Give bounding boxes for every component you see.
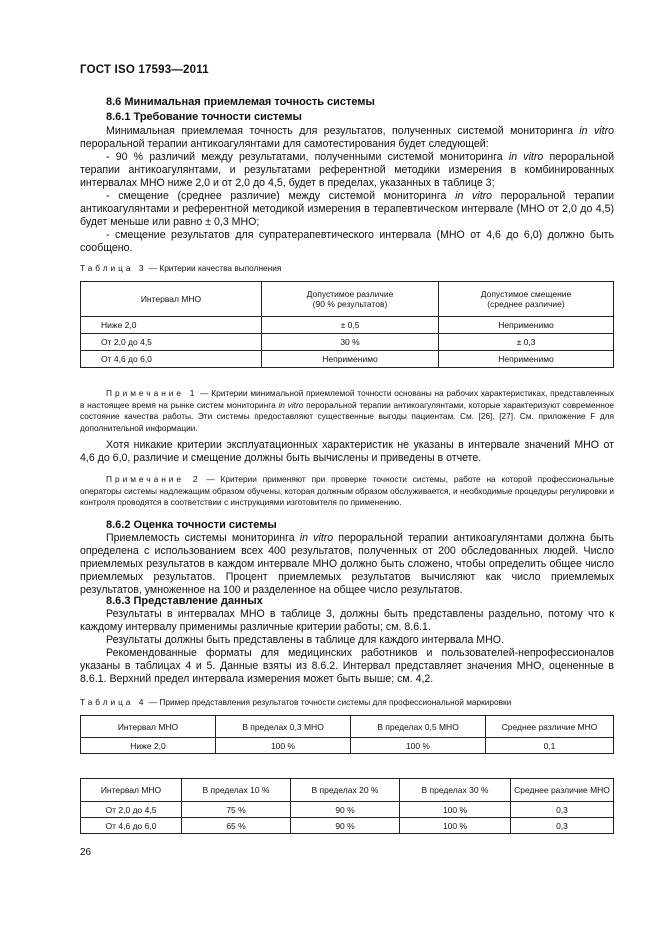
bullet-1: - 90 % различий между результатами, полученными системой мониторинга in vitro пероральной терапии антикоагулянтами, и результатами референтной методики измерения в комбинированных интервалах МНО ниже 2,0 и от 2,0 до 4,5, будет в пределах, указанных в таблице 3; bbox=[80, 151, 615, 189]
table-4a bbox=[80, 715, 614, 754]
table-3-caption: Таблица 3 — Критерии качества выполнения bbox=[80, 263, 282, 273]
page-number: 26 bbox=[80, 847, 92, 858]
table-header-row: Интервал МНО В пределах 0,3 МНО В пределах 0,5 МНО Среднее различие МНО bbox=[81, 716, 614, 738]
table-row: От 2,0 до 4,5 75 % 90 % 100 % 0,3 bbox=[81, 802, 614, 818]
table-row: От 2,0 до 4,5 30 % ± 0,3 bbox=[81, 334, 614, 351]
table-row: Ниже 2,0 ± 0,5 Неприменимо bbox=[81, 317, 614, 334]
section-8-6-1-body bbox=[80, 125, 614, 255]
note-1: Примечание 1 — Критерии минимальной приемлемой точности основаны на рабочих характеристиках, представленных в настоящее время на рынке систем мониторинга in vitro пероральной терапии антикоагулянтами, которые характеризуют современное состояние качества работы. Эти системы предоставляют существенные выгоды пациентам. См. [26], [27]. См. приложение F для дополнительной информации. bbox=[80, 388, 614, 433]
table-row: Ниже 2,0 100 % 100 % 0,1 bbox=[81, 738, 614, 754]
table-row: От 4,6 до 6,0 65 % 90 % 100 % 0,3 bbox=[81, 818, 614, 834]
table-3 bbox=[80, 281, 614, 368]
paragraph: Минимальная приемлемая точность для результатов, полученных системой мониторинга in vitro пероральной терапии антикоагулянтами для самотестирования будет следующей: bbox=[80, 125, 614, 150]
table-4-caption: Таблица 4 — Пример представления результатов точности системы для профессиональной маркировки bbox=[80, 697, 512, 707]
table-4b bbox=[80, 778, 614, 834]
section-8-6-title: 8.6 Минимальная приемлемая точность системы bbox=[106, 96, 375, 108]
note-2: Примечание 2 — Критерии применяют при проверке точности системы, работе на которой профессиональные операторы системы надлежащим образом обучены, которая должным образом обслуживается, и необходимые процедуры регулировки и контроля проводятся в соответствии с инструкциями изготовителя по применению. bbox=[80, 474, 614, 507]
bullet-3: - смещение результатов для супратерапевтического интервала (МНО от 4,6 до 6,0) должно быть сообщено. bbox=[80, 229, 614, 254]
document-header: ГОСТ ISO 17593—2011 bbox=[80, 64, 209, 76]
section-8-6-3-body: Результаты в интервалах МНО в таблице 3, должны быть представлены раздельно, потому что к каждому интервалу применимы различные критерии работы; см. 8.6.1. Результаты должны быть представлены в таблице для каждого интервала МНО. Рекомендованные форматы для медицинских работников и пользователей-непрофессионалов указаны в таблицах 4 и 5. Данные взяты из 8.6.2. Интервал представляет значения МНО, оцененные в 8.6.1. Верхний предел интервала измерения может быть выше; см. 4,2. bbox=[80, 608, 614, 685]
section-8-6-2-title: 8.6.2 Оценка точности системы bbox=[106, 519, 277, 531]
section-8-6-1-title: 8.6.1 Требование точности системы bbox=[106, 111, 302, 123]
table-header-cell: Интервал МНО bbox=[81, 282, 262, 317]
section-8-6-2-body: Приемлемость системы мониторинга in vitro пероральной терапии антикоагулянтами должна быть определена с использованием всех 400 результатов, полученных от 200 обследованных людей. Число приемлемых результатов в каждом интервале МНО должно быть сложено, чтобы определить общее число приемлемых результатов. Процент приемлемых результатов вычисляют как число приемлемых результатов, умноженное на 100 и разделенное на общее число результатов. bbox=[80, 532, 614, 596]
paragraph-2: Хотя никакие критерии эксплуатационных характеристик не указаны в интервале значений МНО от 4,6 до 6,0, различие и смещение должны быть вычислены и приведены в отчете. bbox=[80, 439, 614, 464]
table-header-cell: Допустимое смещение (среднее различие) bbox=[439, 282, 614, 317]
table-row: От 4,6 до 6,0 Неприменимо Неприменимо bbox=[81, 351, 614, 368]
table-header-cell: Допустимое различие (90 % результатов) bbox=[262, 282, 439, 317]
section-8-6-3-title: 8.6.3 Представление данных bbox=[106, 595, 263, 607]
bullet-2: - смещение (среднее различие) между системой мониторинга in vitro пероральной терапии антикоагулянтами и референтной методикой измерения в терапевтическом интервале (МНО от 2,0 до 4,5) будет меньше или равно ± 0,3 МНО; bbox=[80, 190, 614, 228]
table-header-row: Интервал МНО В пределах 10 % В пределах 20 % В пределах 30 % Среднее различие МНО bbox=[81, 779, 614, 802]
